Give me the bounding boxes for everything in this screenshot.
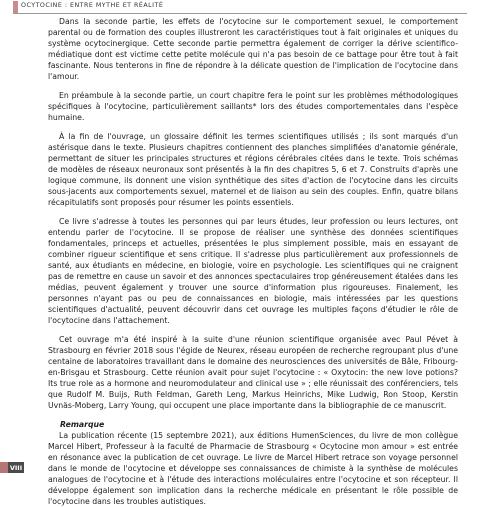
remark-text: La publication récente (15 septembre 2021), aux éditions HumenSciences, du livre de mon collègue Marcel Hibert, Professeur à la faculté de Pharmacie de Strasbourg « Ocytocine mon amour » est entrée en résonance avec la publication de cet ouvrage. Le livre de Marcel Hibert retrace son voyage personnel dans le monde de l'ocytocine et développe ses connaissances de chimiste à la synthèse de molécules analogues de l'ocytocine et à l'étude des interactions moléculaires entre l'ocytocine et son récepteur. Il développe également son implication dans la recherche médicale en présentant le rôle possible de l'ocytocine dans les troubles autistiques. (48, 431, 458, 506)
paragraph-3: À la fin de l'ouvrage, un glossaire définit les termes scientifiques utilisés ; ils sont marqués d'un astérisque dans le texte. Plusieurs chapitres contiennent des planches simplifiées d'anatomie générale, permettant de situer les principales structures et régions cérébrales citées dans le texte. Trois schémas de modèles de réseaux neuronaux sont présentés à la fin des chapitres 5, 6 et 7. Construits d'après une logique commune, ils donnent une vision synthétique des sites d'action de l'ocytocine dans les circuits sous-jacents aux comportements sexuel, maternel et de liaison au sein des couples. Enfin, quatre bilans récapitulatifs sont proposés pour résumer les points essentiels. (48, 132, 458, 207)
running-title: OCYTOCINE : ENTRE MYTHE ET RÉALITÉ (21, 2, 164, 9)
page-body (48, 14, 458, 507)
paragraph-1: Dans la seconde partie, les effets de l'ocytocine sur le comportement sexuel, le comportement parental ou de formation des couples illustreront les caractéristiques tout à fait originales et uniques du système ocytocinergique. Cette seconde partie permettra également de corriger la dérive scientifico-médiatique dont est victime cette petite molécule qui n'a pas besoin de ce battage pour être tout à fait fascinante. Nous tenterons in fine de répondre à la délicate question de l'implication de l'ocytocine dans l'amour. (48, 17, 458, 81)
paragraph-4: Ce livre s'adresse à toutes les personnes qui par leurs études, leur profession ou leurs lectures, ont entendu parler de l'ocytocine. Il se propose de réaliser une synthèse des données scientifiques fondamentales, princeps et actuelles, présentées le plus simplement possible, mais en essayant de combiner rigueur scientifique et sens critique. Il s'adresse plus particulièrement aux professionnels de santé, aux étudiants en médecine, en biologie, voire en psychologie. Les scientifiques qui ne craignent pas de remettre en cause un savoir et des annonces spectaculaires trop généreusement étalées dans les médias, peuvent également y trouver une source d'information plus rigoureuses. Finalement, les personnes n'ayant pas ou peu de connaissances en biologie, mais intéressées par les questions scientifiques d'actualité, peuvent découvrir dans cet ouvrage les multiples façons d'étudier le rôle de l'ocytocine dans l'attachement. (48, 217, 458, 325)
remark-box (48, 419, 458, 507)
page-number: VIII (9, 463, 23, 472)
paragraph-5: Cet ouvrage m'a été inspiré à la suite d'une réunion scientifique organisée avec Paul Pévet à Strasbourg en février 2018 sous l'égide de Neurex, réseau européen de recherche regroupant plus d'une centaine de laboratoires travaillant dans le domaine des neurosciences des universités de Bâle, Fribourg-en-Brisgau et Strasbourg. Cette réunion avait pour sujet l'ocytocine : « Oxytocin: the new love potions? Its true role as a hormone and neuromodulateur and clinical use » ; elle réunissait des conférenciers, tels que Rudolf M. Buijs, Ruth Feldman, Gareth Leng, Markus Heinrichs, Mike Ludwig, Ron Stoop, Kerstin Uvnäs-Moberg, Larry Young, qui occupent une place importante dans la bibliographie de ce manuscrit. (48, 335, 458, 410)
paragraph-2: En préambule à la seconde partie, un court chapitre fera le point sur les problèmes méthodologiques spécifiques à l'ocytocine, particulièrement saillants* lors des études comportementales dans l'espèce humaine. (48, 91, 458, 122)
remark-title: Remarque (60, 420, 105, 429)
page-number-accent (0, 462, 8, 473)
